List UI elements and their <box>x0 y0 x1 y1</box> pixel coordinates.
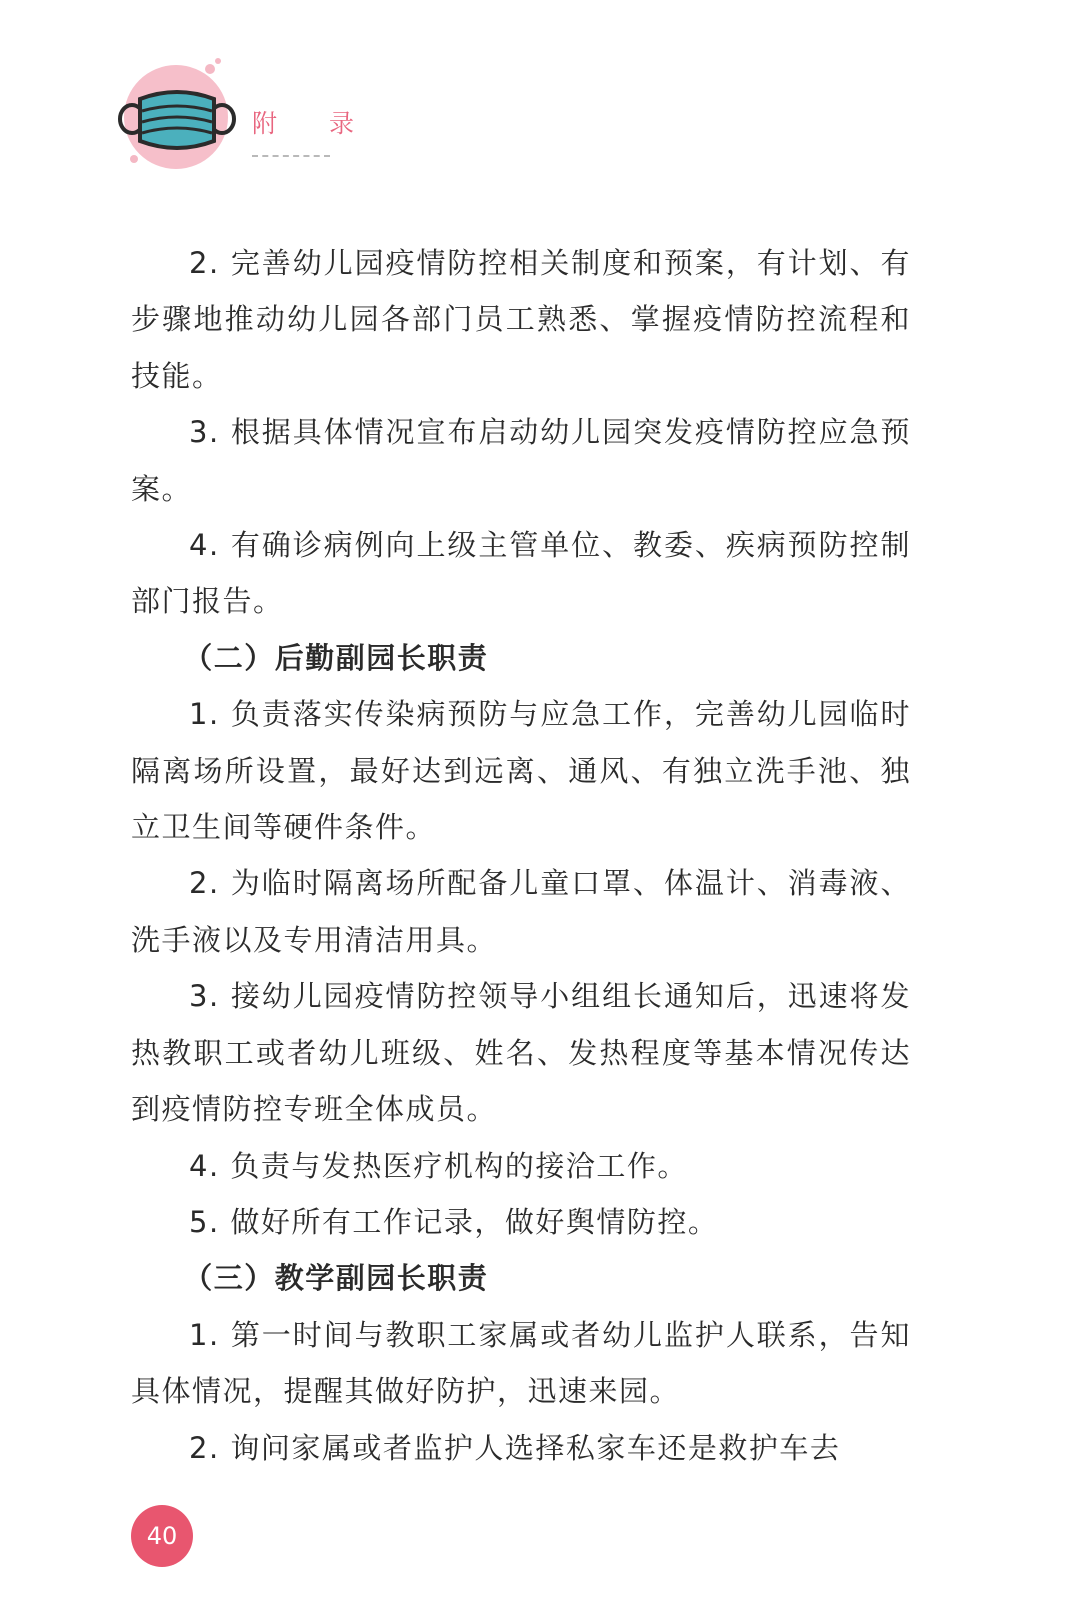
section-heading: （二）后勤副园长职责 <box>183 640 489 675</box>
divider <box>252 155 330 157</box>
section-label: 附 录 <box>252 109 376 138</box>
paragraph: 4. 有确诊病例向上级主管单位、教委、疾病预防控制部门报告。 <box>131 528 911 619</box>
page-number: 40 <box>131 1505 193 1567</box>
paragraph: 3. 接幼儿园疫情防控领导小组组长通知后，迅速将发热教职工或者幼儿班级、姓名、发热程度等基本情况传达到疫情防控专班全体成员。 <box>131 979 911 1127</box>
paragraph: 1. 负责落实传染病预防与应急工作，完善幼儿园临时隔离场所设置，最好达到远离、通风、有独立洗手池、独立卫生间等硬件条件。 <box>131 697 911 845</box>
document-body <box>131 235 911 1476</box>
paragraph: 2. 为临时隔离场所配备儿童口罩、体温计、消毒液、洗手液以及专用清洁用具。 <box>131 866 911 957</box>
paragraph: 3. 根据具体情况宣布启动幼儿园突发疫情防控应急预案。 <box>131 415 911 506</box>
face-mask-icon <box>110 55 250 180</box>
section-heading: （三）教学副园长职责 <box>183 1261 489 1296</box>
paragraph: 4. 负责与发热医疗机构的接洽工作。 <box>189 1148 688 1183</box>
paragraph: 2. 询问家属或者监护人选择私家车还是救护车去 <box>189 1430 841 1465</box>
paragraph: 1. 第一时间与教职工家属或者幼儿监护人联系，告知具体情况，提醒其做好防护，迅速来园。 <box>131 1317 911 1409</box>
page-header <box>0 0 1080 200</box>
paragraph: 5. 做好所有工作记录，做好舆情防控。 <box>189 1204 719 1239</box>
paragraph: 2. 完善幼儿园疫情防控相关制度和预案，有计划、有步骤地推动幼儿园各部门员工熟悉、掌握疫情防控流程和技能。 <box>131 246 911 393</box>
